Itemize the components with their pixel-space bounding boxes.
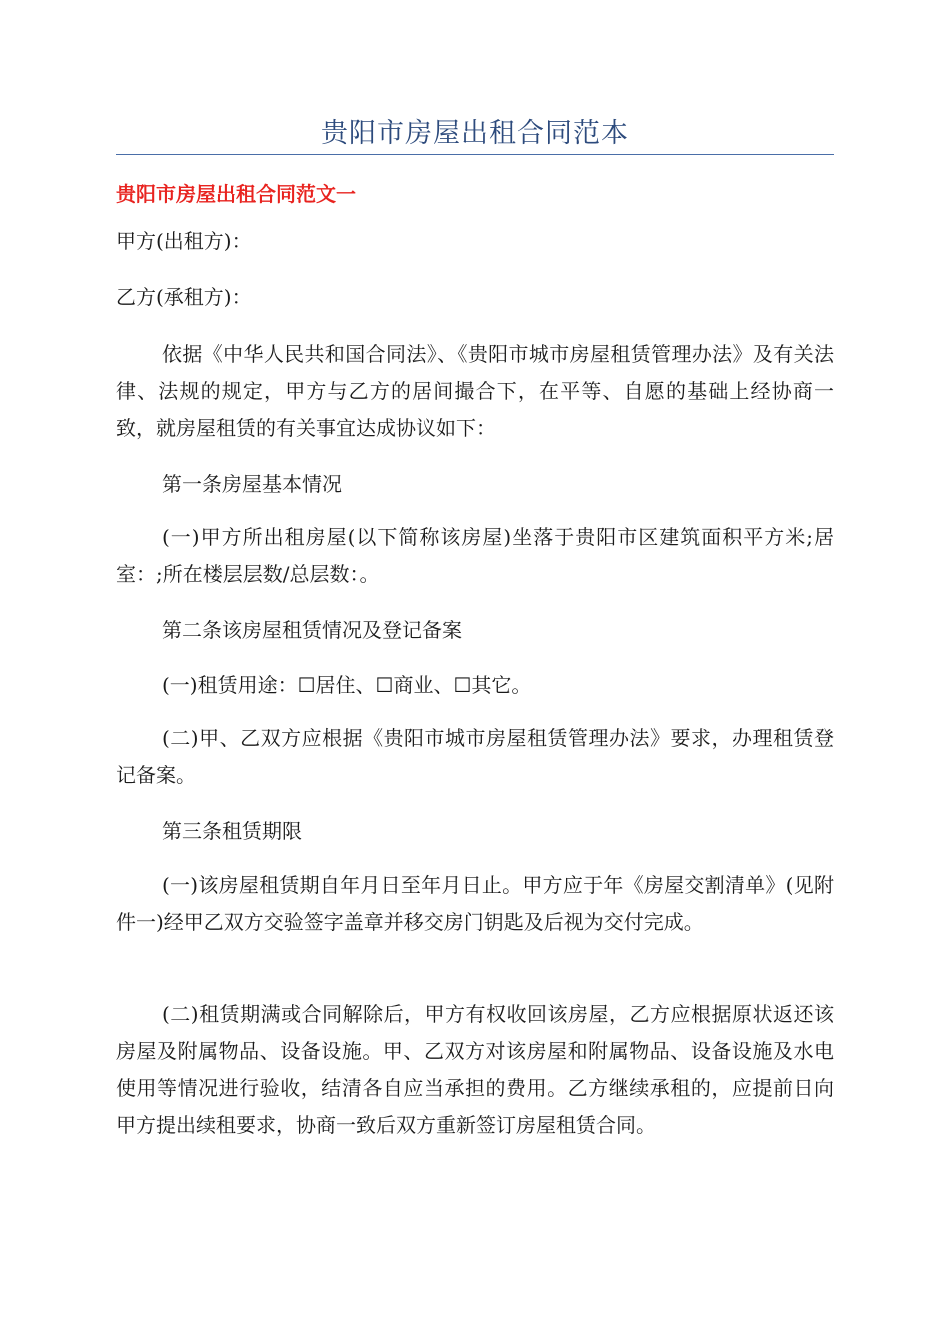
article-2-title: 第二条该房屋租赁情况及登记备案 bbox=[162, 618, 462, 642]
preamble-paragraph: 依据《中华人民共和国合同法》、《贵阳市城市房屋租赁管理办法》及有关法律、法规的规定，甲方与乙方的居间撮合下，在平等、自愿的基础上经协商一致，就房屋租赁的有关事宜达成协议如下： bbox=[116, 342, 834, 440]
party-a-line: 甲方(出租方)： bbox=[116, 229, 252, 253]
article-3-clause-1: (一)该房屋租赁期自年月日至年月日止。甲方应于年《房屋交割清单》(见附件一)经甲乙双方交验签字盖章并移交房门钥匙及后视为交付完成。 bbox=[116, 873, 834, 934]
title-underline bbox=[116, 154, 834, 155]
party-b-line: 乙方(承租方)： bbox=[116, 285, 252, 309]
document-title: 贵阳市房屋出租合同范本 bbox=[321, 118, 629, 149]
article-1-clause-1: (一)甲方所出租房屋(以下简称该房屋)坐落于贵阳市区建筑面积平方米;居室：;所在楼层层数/总层数：。 bbox=[116, 525, 834, 586]
section-heading: 贵阳市房屋出租合同范文一 bbox=[116, 182, 356, 206]
article-2-clause-1: (一)租赁用途：☐居住、☐商业、☐其它。 bbox=[162, 673, 532, 697]
article-1-title: 第一条房屋基本情况 bbox=[162, 472, 342, 496]
article-2-clause-2: (二)甲、乙双方应根据《贵阳市城市房屋租赁管理办法》要求，办理租赁登记备案。 bbox=[116, 726, 834, 787]
article-3-clause-2: (二)租赁期满或合同解除后，甲方有权收回该房屋，乙方应根据原状返还该房屋及附属物品、设备设施。甲、乙双方对该房屋和附属物品、设备设施及水电使用等情况进行验收，结清各自应当承担的费用。乙方继续承租的，应提前日向甲方提出续租要求，协商一致后双方重新签订房屋租赁合同。 bbox=[116, 1002, 834, 1137]
article-3-title: 第三条租赁期限 bbox=[162, 819, 302, 843]
